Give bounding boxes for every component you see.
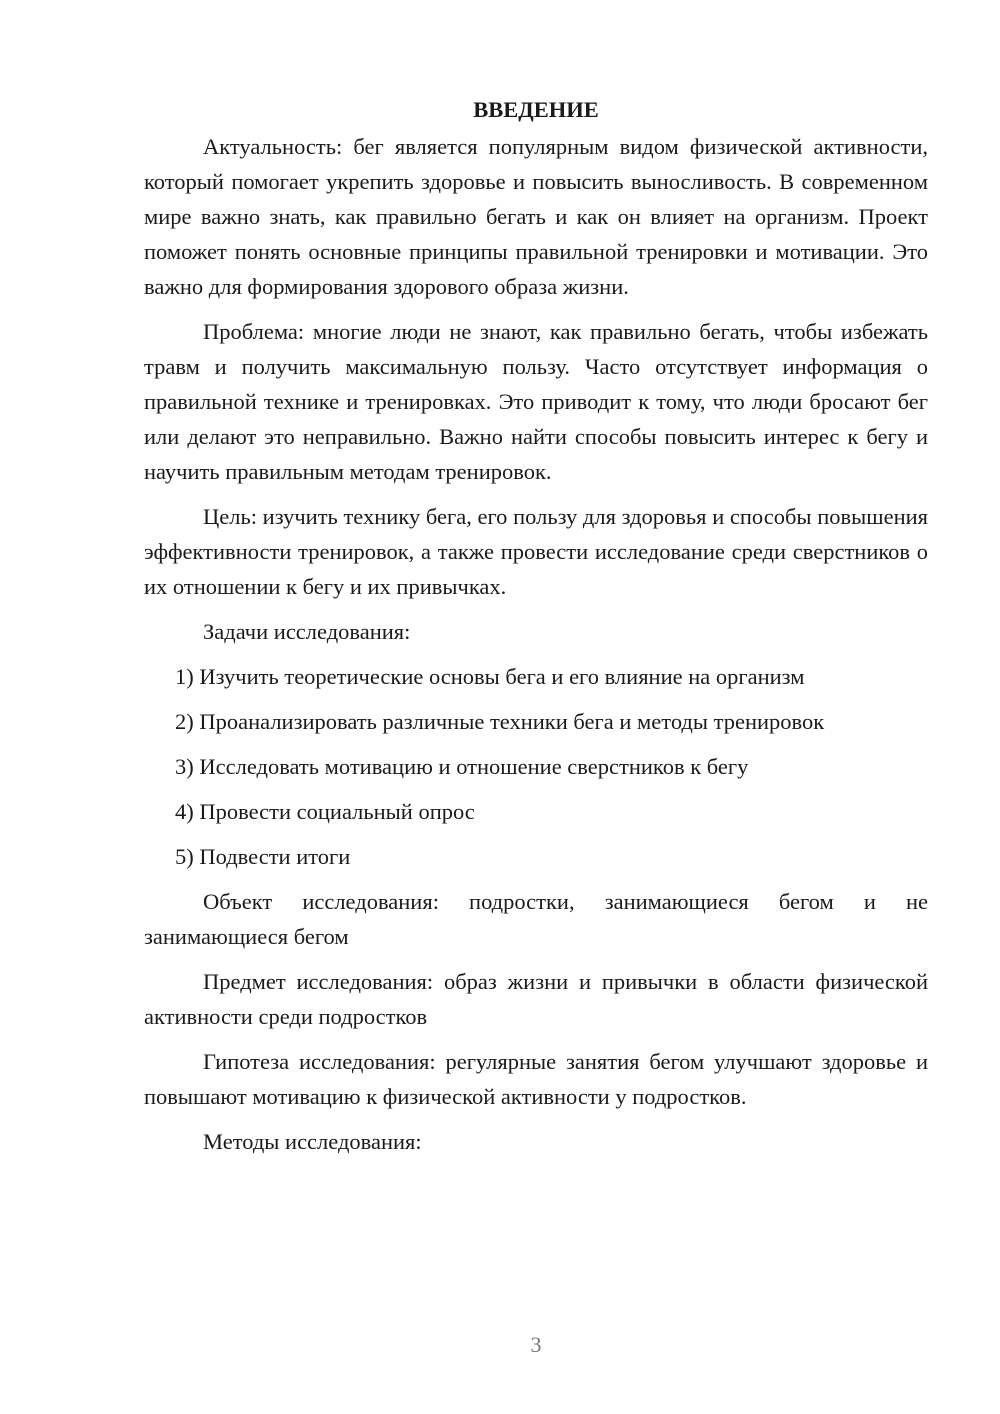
tasks-heading: Задачи исследования: [203,619,411,644]
methods-heading: Методы исследования: [203,1129,422,1154]
page-content [144,92,928,1169]
object-paragraph: Объект исследования: подростки, занимающиеся бегом и не занимающиеся бегом [144,889,928,949]
hypothesis-paragraph: Гипотеза исследования: регулярные занятия бегом улучшают здоровье и повышают мотивацию к физической активности у подростков. [144,1049,928,1109]
tasks-list [144,659,928,874]
subject-paragraph: Предмет исследования: образ жизни и привычки в области физической активности среди подростков [144,969,928,1029]
section-title: ВВЕДЕНИЕ [473,97,599,122]
task-item-1: 1) Изучить теоретические основы бега и его влияние на организм [175,664,805,689]
page-number: 3 [530,1332,542,1357]
task-item-4: 4) Провести социальный опрос [175,799,475,824]
goal-paragraph: Цель: изучить технику бега, его пользу для здоровья и способы повышения эффективности тренировок, а также провести исследование среди сверстников о их отношении к бегу и их привычках. [144,504,928,599]
task-item-2: 2) Проанализировать различные техники бега и методы тренировок [175,709,825,734]
task-item-5: 5) Подвести итоги [175,844,351,869]
task-item-3: 3) Исследовать мотивацию и отношение сверстников к бегу [175,754,749,779]
relevance-paragraph: Актуальность: бег является популярным видом физической активности, который помогает укрепить здоровье и повысить выносливость. В современном мире важно знать, как правильно бегать и как он влияет на организм. Проект поможет понять основные принципы правильной тренировки и мотивации. Это важно для формирования здорового образа жизни. [144,134,928,299]
problem-paragraph: Проблема: многие люди не знают, как правильно бегать, чтобы избежать травм и получить максимальную пользу. Часто отсутствует информация о правильной технике и тренировках. Это приводит к тому, что люди бросают бег или делают это неправильно. Важно найти способы повысить интерес к бегу и научить правильным методам тренировок. [144,319,928,484]
